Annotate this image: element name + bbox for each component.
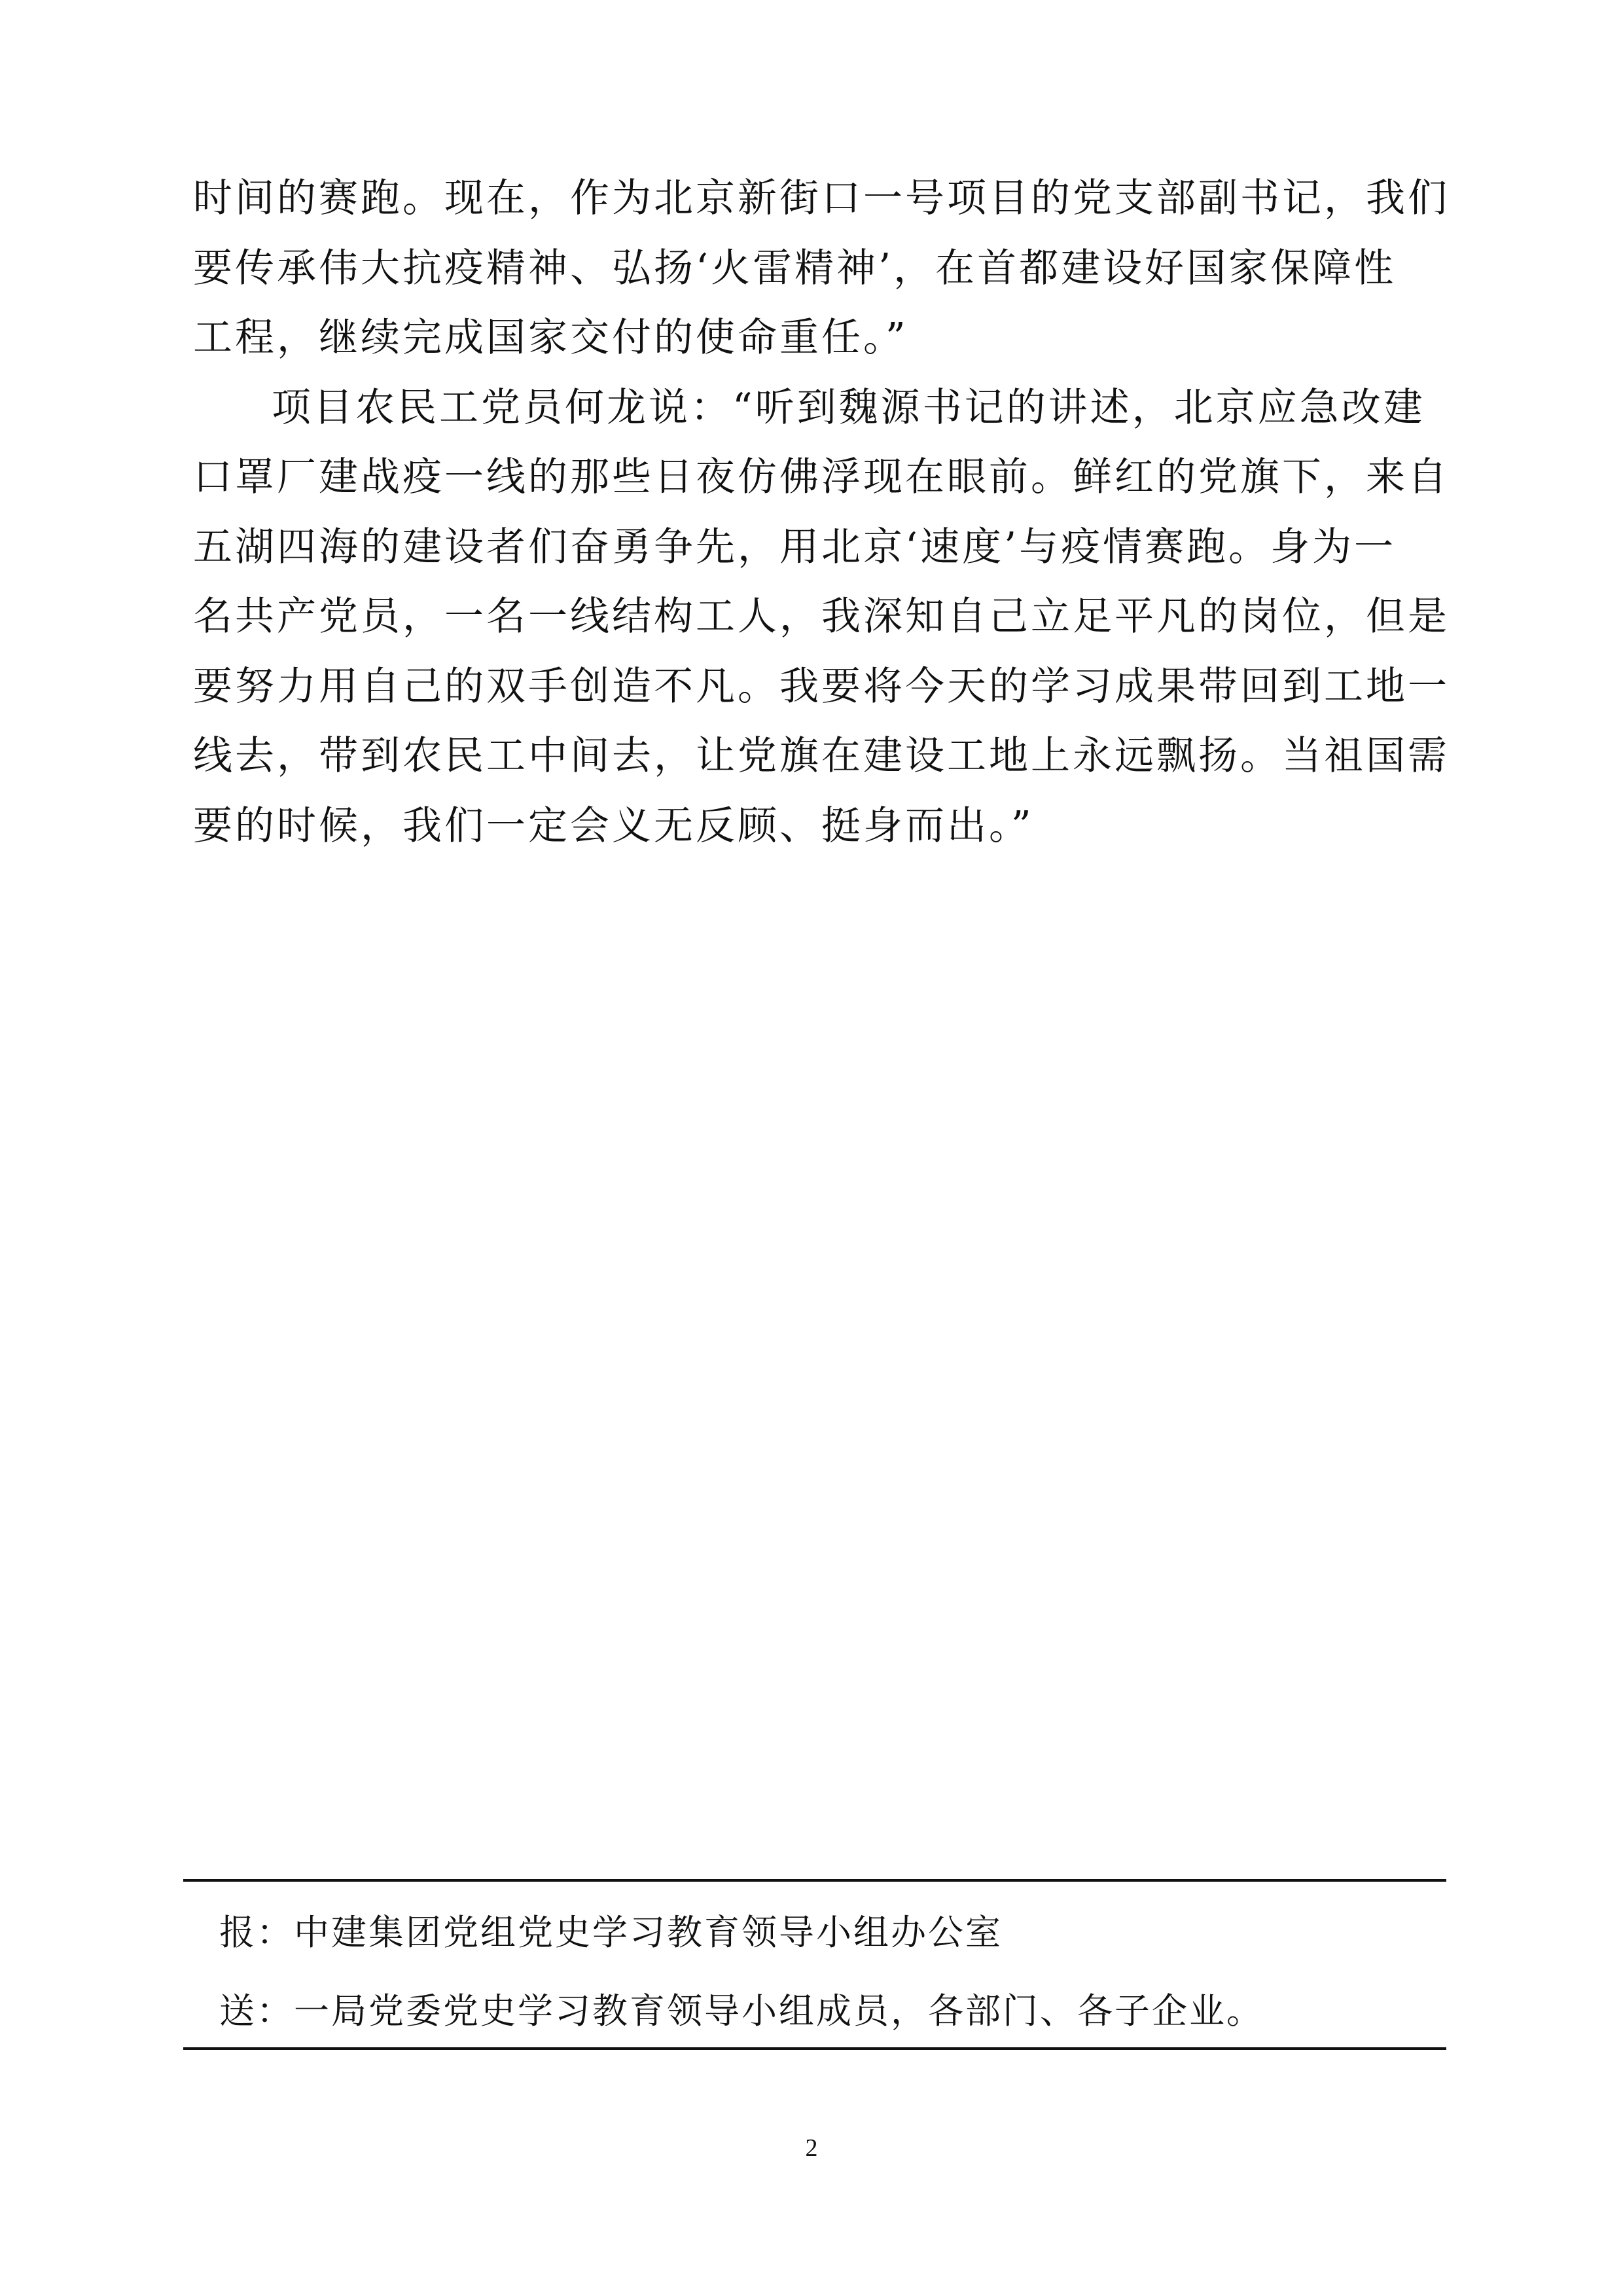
report-to-line: 报：中建集团党组党史学习教育领导小组办公室 xyxy=(219,1912,1003,1953)
paragraph-1-line-1: 时间的赛跑。现在，作为北京新街口一号项目的党支部副书记，我们 xyxy=(193,175,1450,221)
page-number: 2 xyxy=(805,2134,818,2162)
body-text xyxy=(193,164,1456,861)
paragraph-2-line-5: 要努力用自己的双手创造不凡。我要将今天的学习成果带回到工地一 xyxy=(193,663,1450,709)
send-to-line: 送：一局党委党史学习教育领导小组成员，各部门、各子企业。 xyxy=(219,1990,1264,2032)
paragraph-2-line-6: 线去，带到农民工中间去，让党旗在建设工地上永远飘扬。当祖国需 xyxy=(193,733,1450,779)
distribution-bottom-rule xyxy=(183,2047,1446,2050)
paragraph-1-line-3: 工程，继续完成国家交付的使命重任。” xyxy=(193,315,908,361)
paragraph-2-line-4: 名共产党员，一名一线结构工人，我深知自己立足平凡的岗位，但是 xyxy=(193,594,1450,639)
paragraph-2-line-1: 项目农民工党员何龙说：“听到魏源书记的讲述，北京应急改建 xyxy=(272,384,1425,431)
distribution-top-rule xyxy=(183,1879,1446,1882)
paragraph-2-line-3: 五湖四海的建设者们奋勇争先，用北京‘速度’与疫情赛跑。身为一 xyxy=(193,524,1397,570)
paragraph-1-line-2: 要传承伟大抗疫精神、弘扬‘火雷精神’，在首都建设好国家保障性 xyxy=(193,245,1397,291)
paragraph-2-line-7: 要的时候，我们一定会义无反顾、挺身而出。” xyxy=(193,802,1034,849)
paragraph-2-line-2: 口罩厂建战疫一线的那些日夜仿佛浮现在眼前。鲜红的党旗下，来自 xyxy=(193,454,1450,500)
